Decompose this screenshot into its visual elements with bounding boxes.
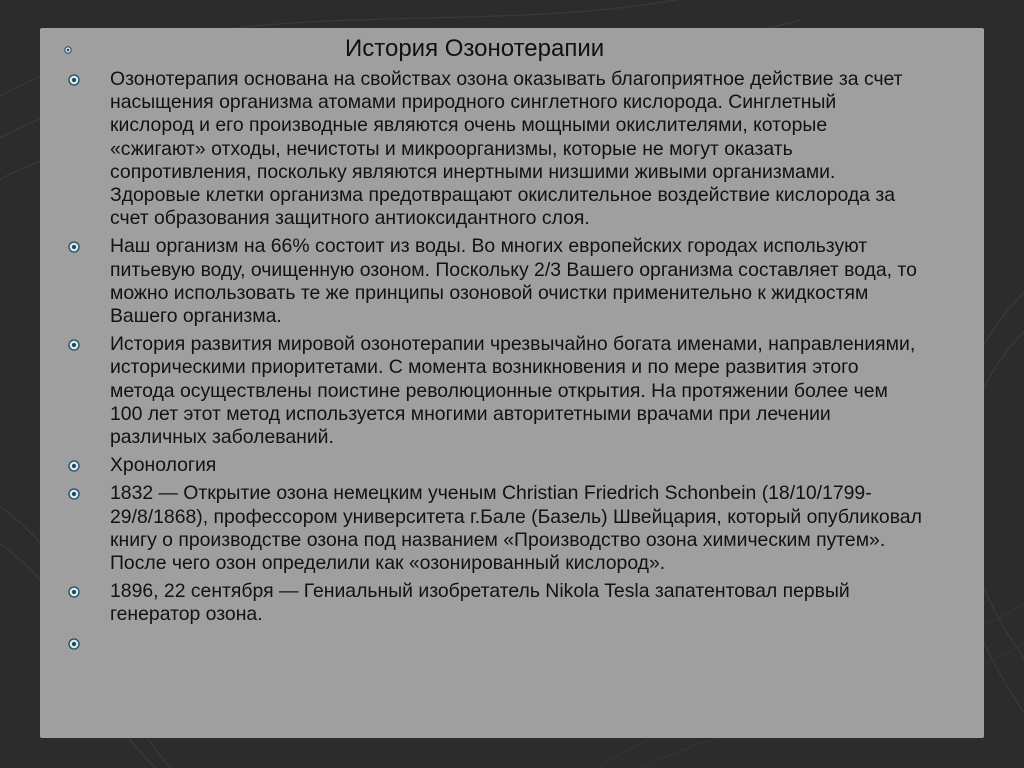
bullet-icon <box>68 74 80 86</box>
bullet-item <box>64 580 924 626</box>
bullet-item <box>64 235 924 328</box>
bullet-list <box>64 68 924 660</box>
bullet-icon <box>68 638 80 650</box>
title-bullet-icon <box>64 46 72 54</box>
bullet-item <box>64 454 924 477</box>
bullet-text: 1896, 22 сентября — Гениальный изобретатель Nikola Tesla запатентовал первый генератор озона. <box>110 580 850 626</box>
bullet-icon <box>68 241 80 253</box>
bullet-item <box>64 482 924 575</box>
bullet-text: Наш организм на 66% состоит из воды. Во многих европейских городах используют питьевую воду, очищенную озоном. Поскольку 2/3 Вашего организма составляет вода, то можно использовать те же принципы озоновой очистки применительно к жидкостям Вашего организма. <box>110 235 917 328</box>
bullet-item-empty <box>64 632 924 655</box>
bullet-icon <box>68 586 80 598</box>
bullet-icon <box>68 460 80 472</box>
slide-title: История Озонотерапии <box>345 35 605 62</box>
bullet-text: 1832 — Открытие озона немецким ученым Christian Friedrich Schonbein (18/10/1799-29/8/1868), профессором университета г.Бале (Базель) Швейцария, который опубликовал книгу о производстве озона под названием «Производство озона химическим путем». После чего озон определили как «озонированный кислород». <box>110 482 922 575</box>
bullet-item <box>64 333 924 449</box>
bullet-text: Озонотерапия основана на свойствах озона оказывать благоприятное действие за счет насыщения организма атомами природного синглетного кислорода. Синглетный кислород и его производные являются очень мощными окислителями, которые «сжигают» отходы, нечистоты и микроорганизмы, которые не могут оказать сопротивления, поскольку являются инертными низшими живыми организмами. Здоровые клетки организма предотвращают окислительное воздействие кислорода за счет образования защитного антиоксидантного слоя. <box>110 68 903 230</box>
bullet-icon <box>68 339 80 351</box>
bullet-text: История развития мировой озонотерапии чрезвычайно богата именами, направлениями, историческими приоритетами. С момента возникновения и по мере развития этого метода осуществлены поистине революционные открытия. На протяжении более чем 100 лет этот метод используется многими авторитетными врачами при лечении различных заболеваний. <box>110 333 916 449</box>
bullet-item <box>64 68 924 230</box>
bullet-icon <box>68 488 80 500</box>
bullet-text: Хронология <box>110 454 217 477</box>
